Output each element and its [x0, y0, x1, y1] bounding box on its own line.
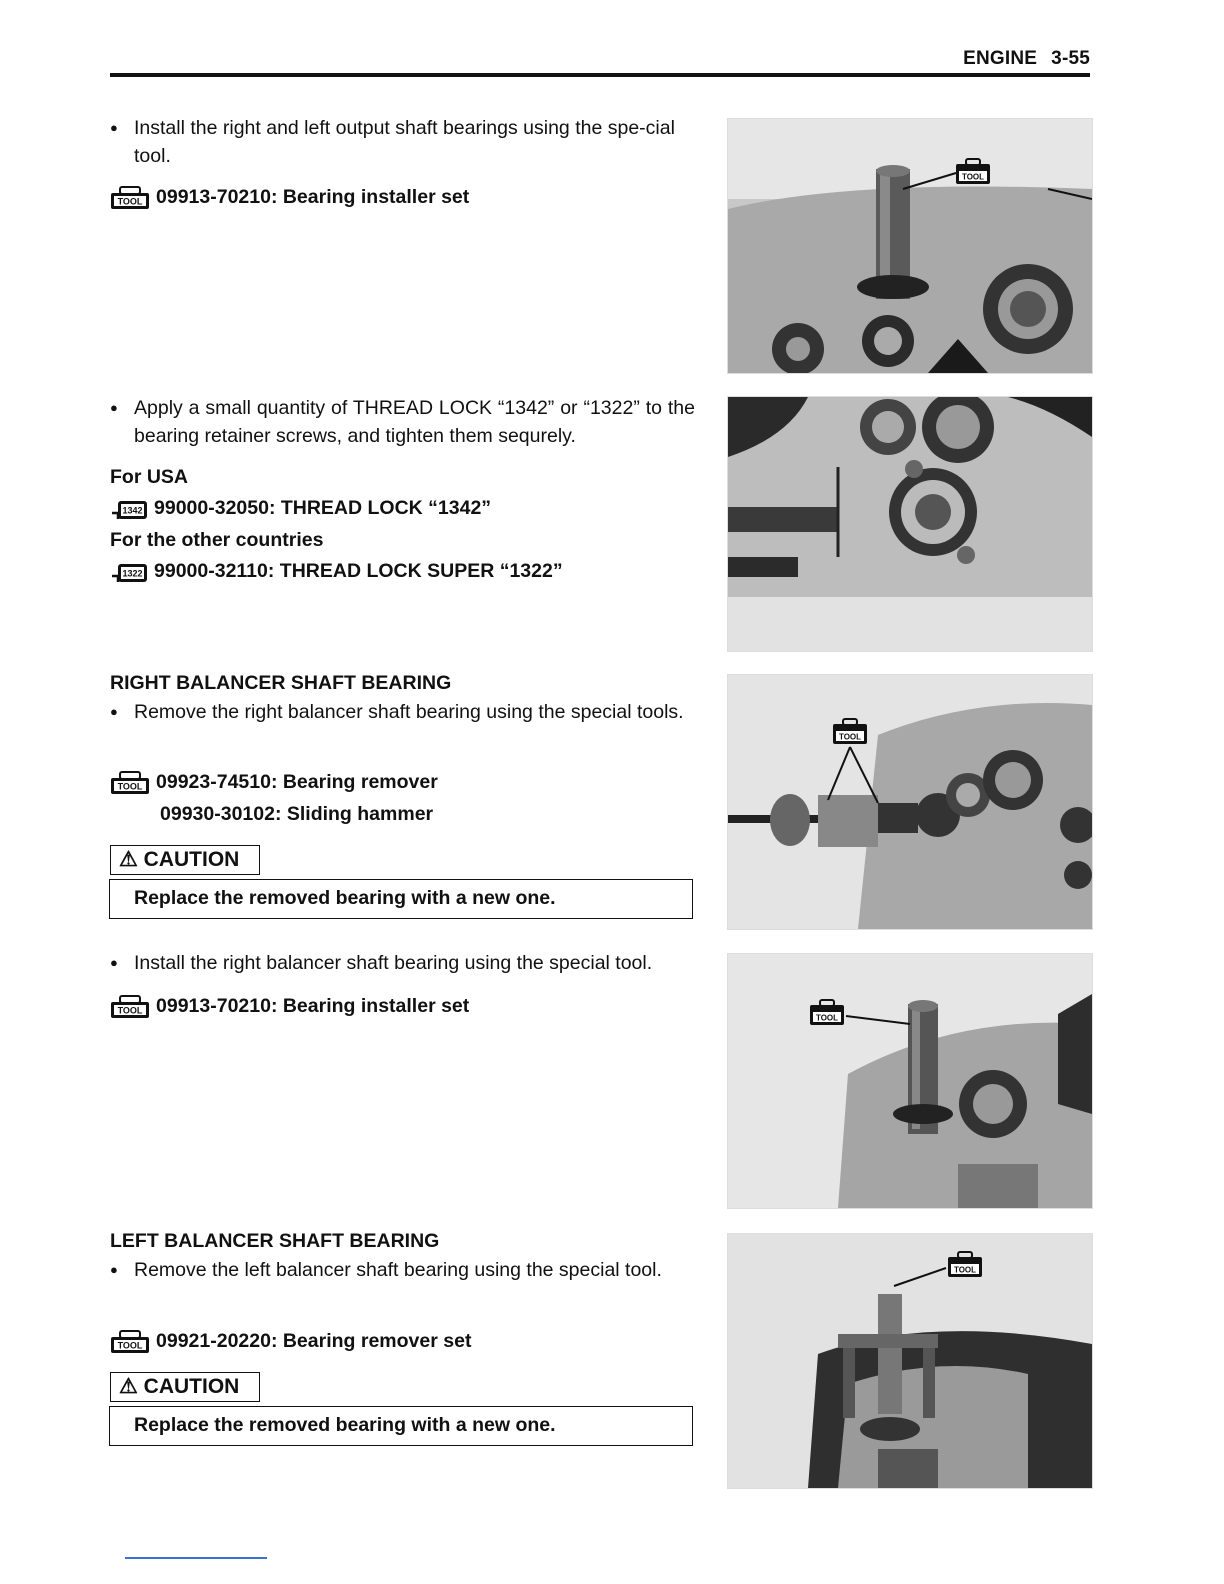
thread-lock-1342-icon — [110, 497, 148, 521]
tool-spec-sliding-hammer: 09930-30102: Sliding hammer — [160, 803, 434, 825]
svg-text:TOOL: TOOL — [117, 781, 143, 792]
caution-label — [110, 845, 260, 875]
tool-spec-bearing-remover — [110, 768, 438, 796]
tool-spec-installer-set — [110, 183, 469, 211]
photo-remove-right-balancer-bearing — [727, 674, 1093, 930]
instruction-text: Apply a small quantity of THREAD LOCK “1342” or “1322” to the bearing retainer screws, and tighten them sequrely. — [134, 397, 695, 447]
photo-remove-left-balancer-bearing — [727, 1233, 1093, 1489]
photo-install-right-balancer-bearing — [727, 953, 1093, 1209]
left-balancer-heading: LEFT BALANCER SHAFT BEARING — [110, 1230, 440, 1252]
caution-message: Replace the removed bearing with a new one. — [109, 1406, 693, 1446]
tool-spec-bearing-remover-set — [110, 1327, 471, 1355]
svg-text:TOOL: TOOL — [117, 1340, 143, 1351]
tool-spec-text: 09921-20220: Bearing remover set — [156, 1330, 472, 1352]
page-header — [963, 48, 1090, 70]
svg-text:TOOL: TOOL — [838, 732, 862, 742]
remove-left-bearing-instruction — [110, 1256, 695, 1284]
usa-label: For USA — [110, 466, 188, 488]
thread-lock-1342-spec — [110, 494, 491, 522]
header-rule — [110, 73, 1090, 77]
tool-icon — [110, 995, 150, 1019]
instruction-text: Remove the right balancer shaft bearing using the special tools. — [134, 701, 684, 723]
thread-lock-1322-spec — [110, 557, 563, 585]
svg-text:TOOL: TOOL — [815, 1013, 839, 1023]
svg-text:TOOL: TOOL — [117, 1005, 143, 1016]
caution-message: Replace the removed bearing with a new one. — [109, 879, 693, 919]
warning-triangle-icon: ⚠ — [119, 1375, 138, 1398]
tool-icon — [110, 186, 150, 210]
install-output-bearings-instruction — [110, 114, 695, 170]
instruction-text: Install the right and left output shaft bearings using the spe-cial tool. — [134, 117, 675, 167]
svg-text:1322: 1322 — [122, 568, 143, 579]
install-right-bearing-instruction — [110, 949, 695, 977]
caution-label — [110, 1372, 260, 1402]
thread-lock-1322-text: 99000-32110: THREAD LOCK SUPER “1322” — [154, 560, 563, 582]
thread-lock-1342-text: 99000-32050: THREAD LOCK “1342” — [154, 497, 492, 519]
right-balancer-heading: RIGHT BALANCER SHAFT BEARING — [110, 672, 452, 694]
tool-icon — [110, 771, 150, 795]
bottom-accent-line — [125, 1557, 267, 1559]
svg-text:1342: 1342 — [122, 505, 143, 516]
tool-spec-text: 09923-74510: Bearing remover — [156, 771, 438, 793]
caution-text: CAUTION — [143, 1375, 240, 1398]
remove-right-bearing-instruction — [110, 698, 695, 726]
instruction-text: Remove the left balancer shaft bearing using the special tool. — [134, 1259, 662, 1281]
thread-lock-1322-icon — [110, 560, 148, 584]
warning-triangle-icon: ⚠ — [119, 848, 138, 871]
photo-bearing-retainer-screws — [727, 396, 1093, 652]
tool-spec-text: 09913-70210: Bearing installer set — [156, 186, 470, 208]
header-page-number: 3-55 — [1051, 48, 1090, 69]
photo-output-shaft-bearing-install — [727, 118, 1093, 374]
tool-spec-installer-set-2 — [110, 992, 469, 1020]
svg-text:TOOL: TOOL — [953, 1265, 977, 1275]
svg-text:TOOL: TOOL — [117, 196, 143, 207]
caution-text: CAUTION — [143, 848, 240, 871]
svg-text:TOOL: TOOL — [961, 172, 985, 182]
other-countries-label: For the other countries — [110, 529, 324, 551]
instruction-text: Install the right balancer shaft bearing using the special tool. — [134, 952, 653, 974]
header-section: ENGINE — [963, 48, 1038, 69]
tool-icon — [110, 1330, 150, 1354]
tool-spec-text: 09913-70210: Bearing installer set — [156, 995, 470, 1017]
thread-lock-instruction — [110, 394, 695, 450]
